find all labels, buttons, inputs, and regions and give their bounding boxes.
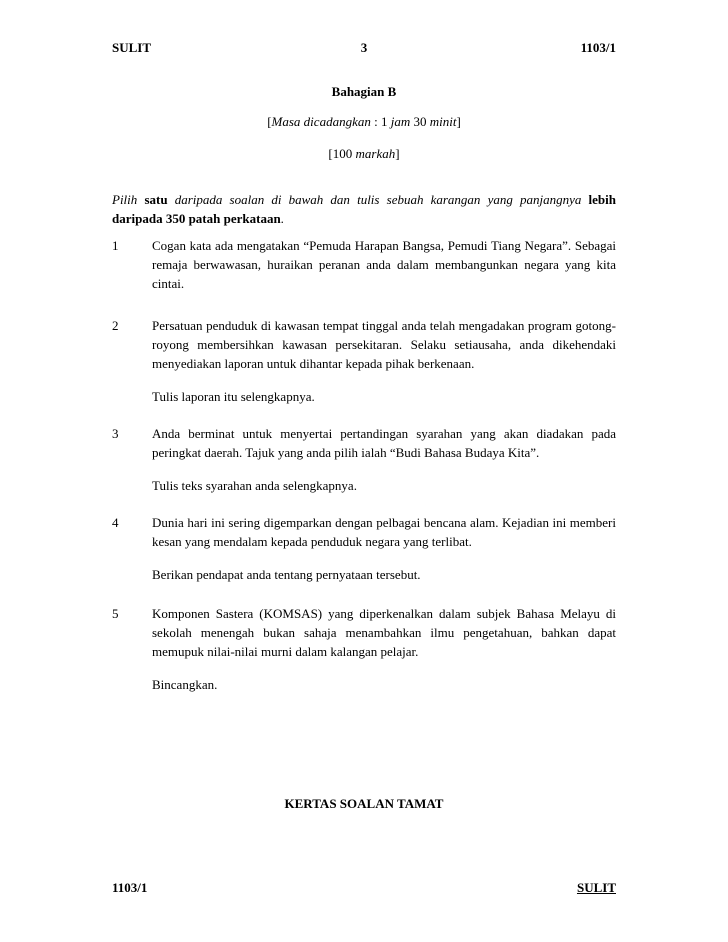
time-close-bracket: ] xyxy=(456,114,461,129)
end-of-paper: KERTAS SOALAN TAMAT xyxy=(284,796,444,811)
page-number: 3 xyxy=(360,40,368,55)
question-text: Anda berminat untuk menyertai pertandingan syarahan yang akan diadakan pada peringkat daerah. Tajuk yang anda pilih ialah “Budi Bahasa Budaya Kita”. xyxy=(152,426,616,460)
time-unit-minutes: minit xyxy=(429,114,457,129)
question-text: Dunia hari ini sering digemparkan dengan pelbagai bencana alam. Kejadian ini memberi kesan yang mendalam kepada penduduk negara yang terlibat. xyxy=(152,515,616,549)
marks-label: markah xyxy=(355,146,396,161)
page-footer xyxy=(112,878,616,898)
question-subtext: Bincangkan. xyxy=(152,677,218,692)
header-classification: SULIT xyxy=(112,40,152,55)
instruction-part-3: daripada soalan di bawah dan tulis sebuah karangan yang panjangnya xyxy=(174,192,582,207)
footer-paper-code: 1103/1 xyxy=(112,880,148,895)
total-marks xyxy=(112,144,616,163)
question-number: 5 xyxy=(112,606,119,621)
instruction-part-1: Pilih xyxy=(112,192,138,207)
time-minutes: 30 xyxy=(410,114,430,129)
question-subtext: Berikan pendapat anda tentang pernyataan tersebut. xyxy=(152,567,421,582)
time-unit-hours: jam xyxy=(390,114,411,129)
question-text: Persatuan penduduk di kawasan tempat tinggal anda telah mengadakan program gotong-royong membersihkan kawasan persekitaran. Selaku setiausaha, anda dikehendaki menyediakan laporan untuk dihantar kepada pihak berkenaan. xyxy=(152,318,616,371)
page-header xyxy=(112,38,616,58)
question-number: 1 xyxy=(112,238,119,253)
instruction-part-4: lebih daripada 350 patah perkataan xyxy=(112,192,617,226)
section-title: Bahagian B xyxy=(331,84,397,99)
marks-close-bracket: ] xyxy=(395,146,400,161)
header-paper-code: 1103/1 xyxy=(580,40,616,55)
marks-value: [100 xyxy=(328,146,356,161)
instruction-part-2: satu xyxy=(144,192,168,207)
time-open-bracket: [ xyxy=(267,114,272,129)
question-number: 3 xyxy=(112,426,119,441)
question-number: 2 xyxy=(112,318,119,333)
question-number: 4 xyxy=(112,515,119,530)
question-text: Cogan kata ada mengatakan “Pemuda Harapan Bangsa, Pemudi Tiang Negara”. Sebagai remaja berwawasan, huraikan peranan anda dalam membangunkan negara yang kita cintai. xyxy=(152,238,616,291)
question-subtext: Tulis teks syarahan anda selengkapnya. xyxy=(152,478,357,493)
question-text: Komponen Sastera (KOMSAS) yang diperkenalkan dalam subjek Bahasa Melayu di sekolah menengah bukan sahaja menambahkan ilmu pengetahuan, bahkan dapat memupuk nilai-nilai murni dalam kalangan pelajar. xyxy=(152,606,616,659)
footer-classification: SULIT xyxy=(576,880,616,895)
instruction-text xyxy=(112,190,616,228)
time-colon-hours: : 1 xyxy=(370,114,391,129)
time-label: Masa dicadangkan xyxy=(271,114,371,129)
instruction-period: . xyxy=(280,211,284,226)
question-subtext: Tulis laporan itu selengkapnya. xyxy=(152,389,315,404)
suggested-time xyxy=(112,112,616,131)
